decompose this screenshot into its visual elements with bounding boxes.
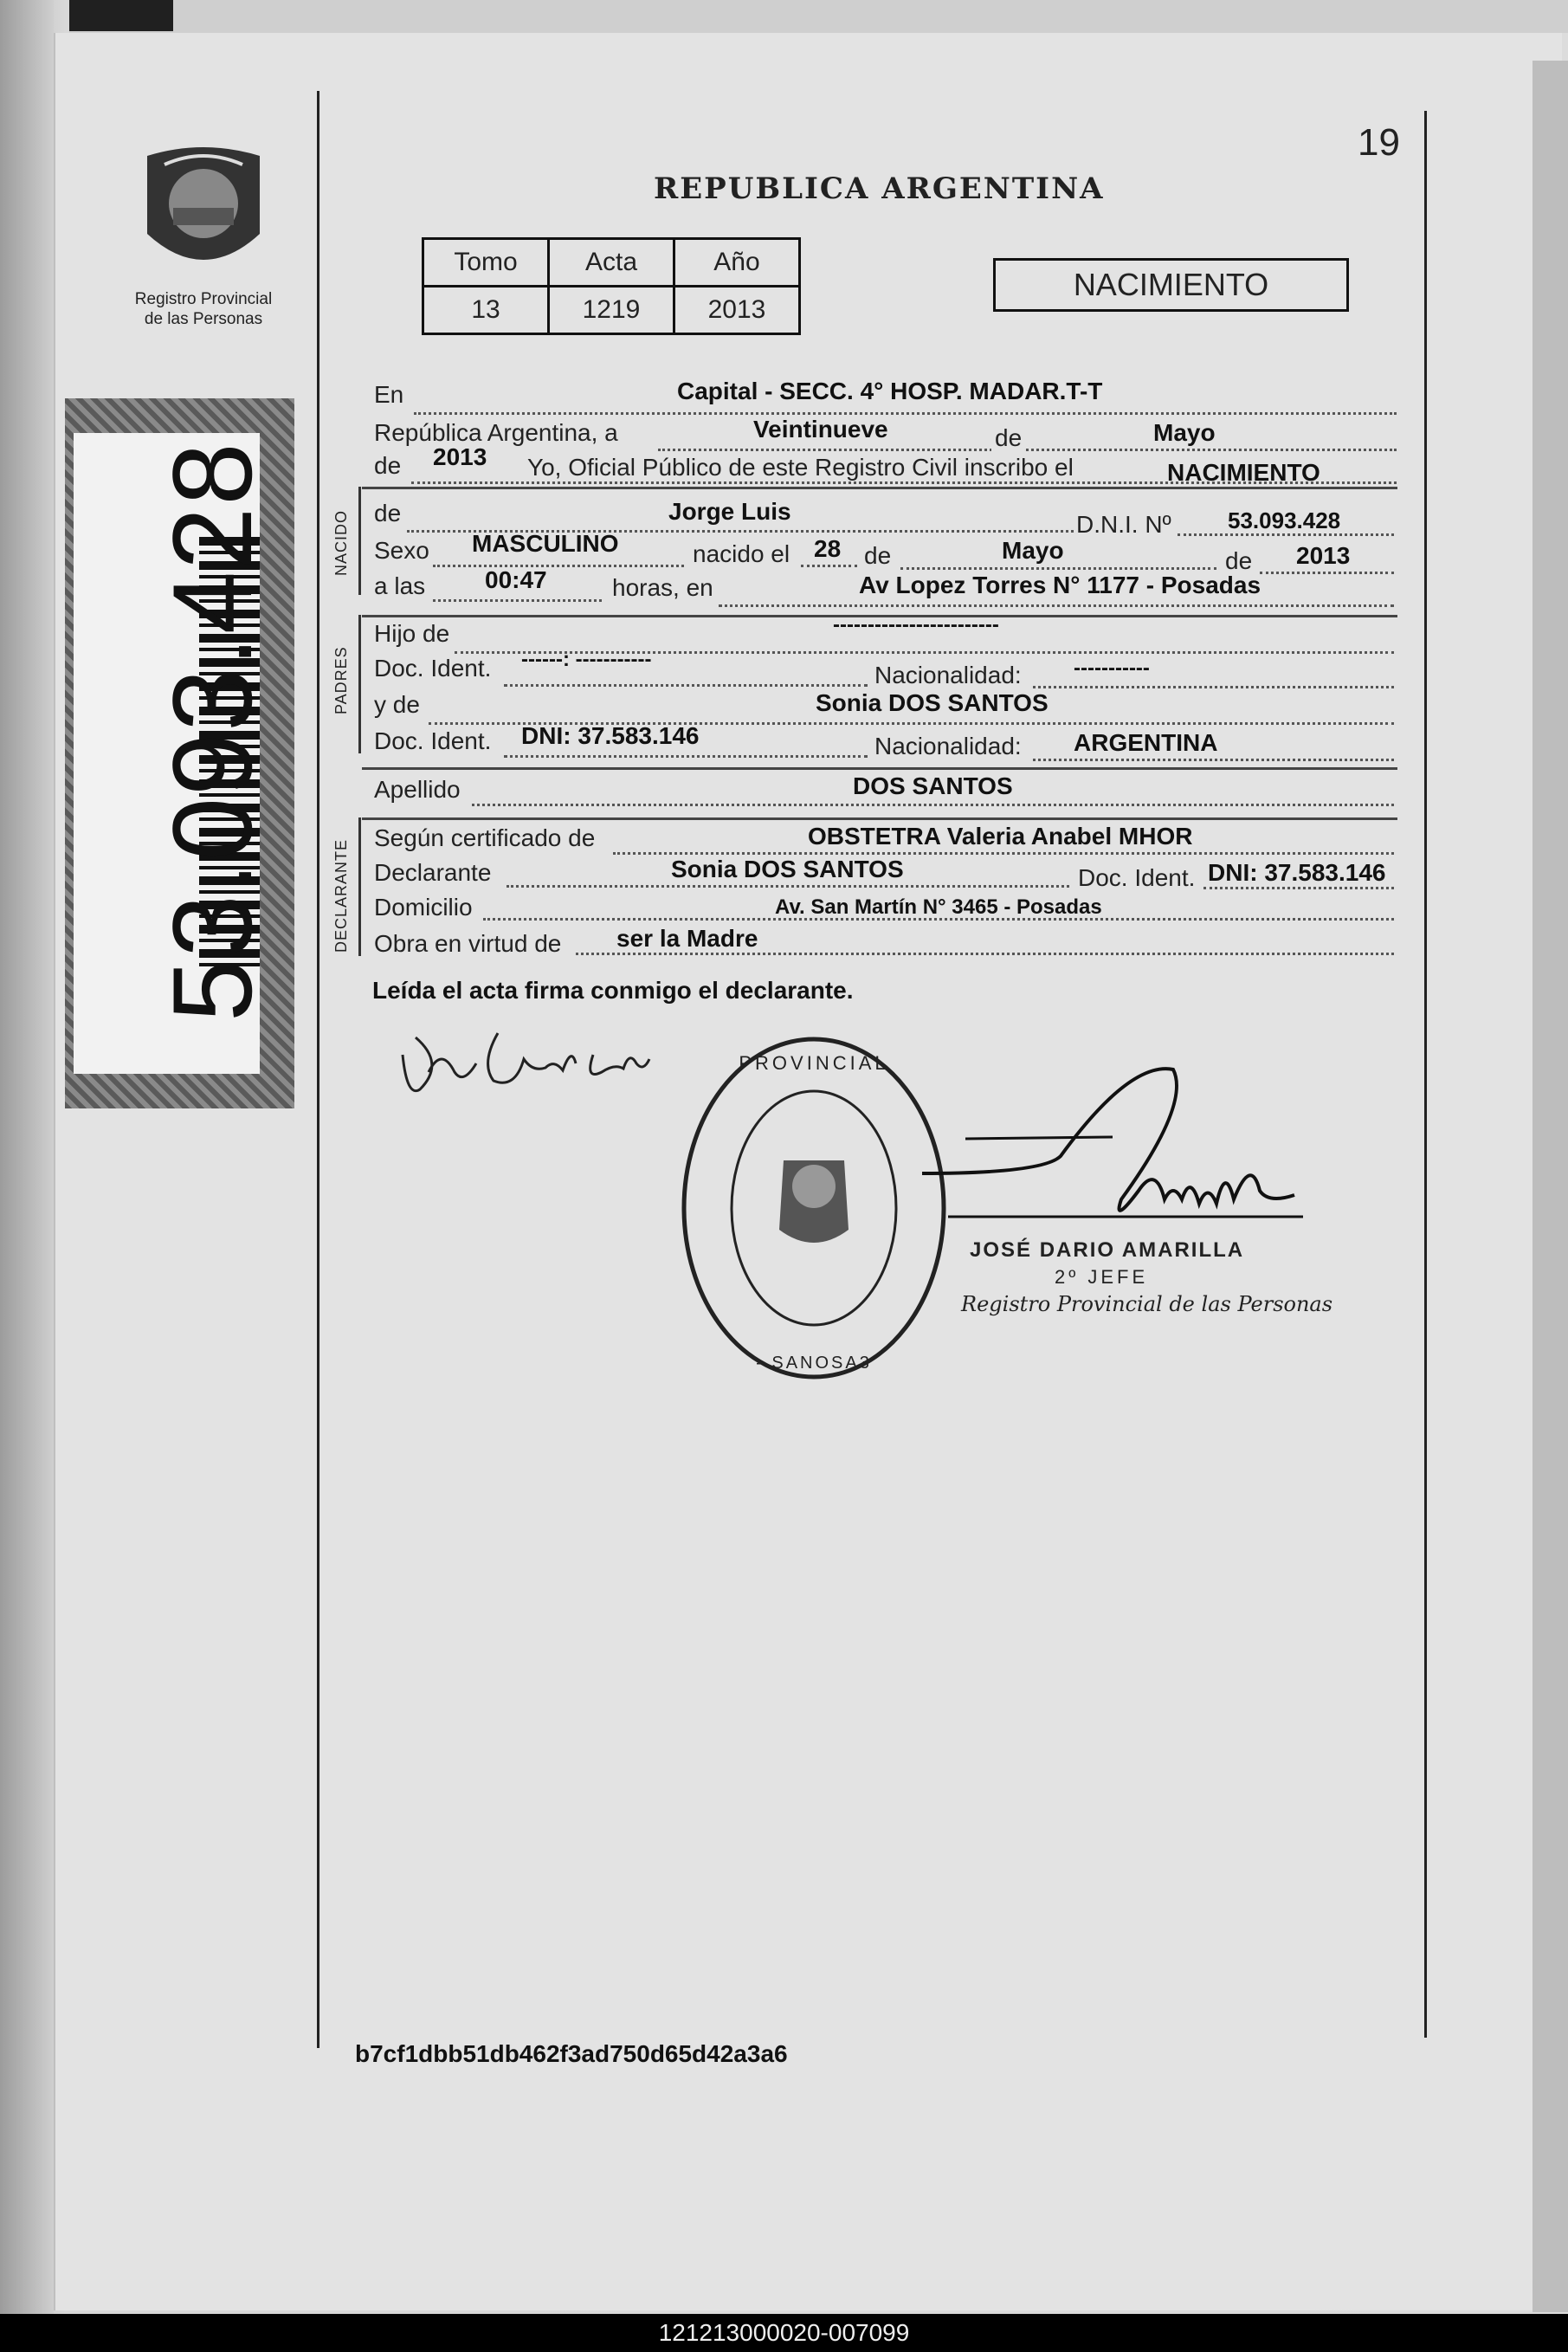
country-title: REPUBLICA ARGENTINA (654, 171, 1105, 206)
dotted-line (613, 852, 1394, 855)
top-dark-mark (69, 0, 173, 31)
yde-label: y de (374, 691, 420, 718)
dom-value: Av. San Martín N° 3465 - Posadas (775, 895, 1102, 919)
birth-day-value: 28 (814, 535, 842, 562)
dni-value: 53.093.428 (1228, 507, 1341, 533)
padres-bracket (358, 615, 361, 753)
father-value: ------------------------ (833, 613, 999, 636)
cert-label: Según certificado de (374, 824, 596, 851)
left-border-line (317, 91, 319, 2048)
padres-section-label: PADRES (332, 646, 350, 714)
republica-label: República Argentina, a (374, 419, 618, 446)
closing-statement: Leída el acta firma conmigo el declarante. (372, 977, 854, 1004)
svg-text:- SANOSA3: - SANOSA3 (756, 1354, 872, 1373)
dotted-line (472, 804, 1394, 806)
official-stamp (675, 1031, 952, 1386)
registry-line1: Registro Provincial (134, 290, 273, 308)
document-type-box: NACIMIENTO (993, 258, 1349, 312)
de2-label: de (374, 452, 402, 479)
official-org: Registro Provincial de las Personas (961, 1292, 1333, 1316)
page-number: 19 (1358, 121, 1400, 164)
dotted-line (576, 953, 1394, 955)
birth-hour-value: 00:47 (485, 566, 547, 593)
nacido-el-label: nacido el (693, 540, 790, 567)
declarante-section-label: DECLARANTE (332, 838, 350, 953)
birth-month-value: Mayo (1002, 537, 1064, 564)
obra-label: Obra en virtud de (374, 930, 562, 957)
de-label: de (991, 424, 1025, 452)
nac2-label: Nacionalidad: (874, 733, 1022, 759)
document-hash: b7cf1dbb51db462f3ad750d65d42a3a6 (355, 2040, 788, 2067)
official-name: JOSÉ DARIO AMARILLA (970, 1238, 1245, 1262)
scan-footer-id: 121213000020-007099 (0, 2314, 1568, 2352)
declarante-bracket (358, 817, 361, 956)
dotted-line (1203, 887, 1394, 889)
acta-header: Acta (549, 239, 674, 287)
right-edge (1533, 61, 1568, 2312)
registry-line2: de las Personas (144, 310, 263, 328)
dotted-line (507, 885, 1069, 888)
dotted-line (719, 604, 1394, 607)
binding-edge (0, 0, 54, 2314)
birth-place-value: Av Lopez Torres N° 1177 - Posadas (859, 572, 1261, 598)
apellido-label: Apellido (374, 776, 461, 803)
dom-label: Domicilio (374, 894, 473, 921)
birth-de-label: de (864, 542, 892, 569)
doc1-value: ------: ----------- (521, 648, 652, 671)
mother-value: Sonia DOS SANTOS (816, 689, 1049, 716)
dotted-line (433, 599, 602, 602)
dotted-line (1033, 686, 1394, 688)
hijo-label: Hijo de (374, 620, 450, 647)
section-divider (362, 767, 1397, 770)
official-signature (913, 1052, 1303, 1251)
anio-header: Año (674, 239, 800, 287)
declarant-signature (394, 1011, 654, 1107)
barcode-number: 53.093.428 (149, 441, 275, 1022)
anio-value: 2013 (674, 287, 800, 334)
nac1-label: Nacionalidad: (874, 662, 1022, 688)
svg-text:PROVINCIAL: PROVINCIAL (739, 1052, 889, 1074)
decl-doc-label: Doc. Ident. (1078, 864, 1196, 891)
nacido-bracket (358, 487, 361, 595)
top-edge (69, 0, 1568, 33)
record-table (422, 237, 801, 335)
decl-value: Sonia DOS SANTOS (671, 856, 904, 882)
oficial-text: Yo, Oficial Público de este Registro Civil inscribo el (524, 454, 1077, 481)
nac1-value: ----------- (1074, 656, 1150, 680)
apellido-value: DOS SANTOS (853, 772, 1013, 799)
cert-value: OBSTETRA Valeria Anabel MHOR (808, 823, 1193, 850)
dotted-line (414, 412, 1397, 415)
day-value: Veintinueve (753, 416, 888, 443)
right-border-line (1424, 111, 1427, 2038)
tomo-value: 13 (423, 287, 549, 334)
type-value: NACIMIENTO (1167, 459, 1320, 486)
dni-label: D.N.I. Nº (1076, 511, 1171, 538)
intro-year-value: 2013 (433, 443, 487, 470)
obra-value: ser la Madre (616, 925, 758, 952)
month-value: Mayo (1153, 419, 1216, 446)
en-label: En (374, 381, 404, 408)
dotted-line (658, 449, 1397, 451)
dotted-line (504, 684, 868, 687)
dotted-line (1260, 572, 1394, 574)
section-divider (362, 487, 1397, 489)
doc1-label: Doc. Ident. (374, 655, 492, 682)
decl-doc-value: DNI: 37.583.146 (1208, 859, 1386, 886)
child-name-value: Jorge Luis (668, 498, 791, 525)
province-seal-icon (139, 139, 268, 286)
dotted-line (504, 755, 868, 758)
sexo-label: Sexo (374, 537, 429, 564)
birth-de2-label: de (1225, 547, 1253, 574)
horas-label: horas, en (612, 574, 713, 601)
en-value: Capital - SECC. 4° HOSP. MADAR.T-T (677, 378, 1103, 404)
acta-value: 1219 (549, 287, 674, 334)
dotted-line (900, 567, 1216, 570)
dotted-line (1033, 759, 1394, 761)
doc2-value: DNI: 37.583.146 (521, 722, 700, 749)
nac2-value: ARGENTINA (1074, 729, 1218, 756)
tomo-header: Tomo (423, 239, 549, 287)
decl-label: Declarante (374, 859, 492, 886)
nacido-de-label: de (374, 500, 402, 527)
official-title: 2º JEFE (1055, 1266, 1149, 1288)
section-divider (362, 817, 1397, 820)
alas-label: a las (374, 572, 426, 599)
sexo-value: MASCULINO (472, 530, 619, 557)
nacido-section-label: NACIDO (332, 509, 350, 576)
birth-year-value: 2013 (1296, 542, 1351, 569)
dotted-line (801, 565, 857, 567)
doc2-label: Doc. Ident. (374, 727, 492, 754)
dotted-line (433, 565, 684, 567)
